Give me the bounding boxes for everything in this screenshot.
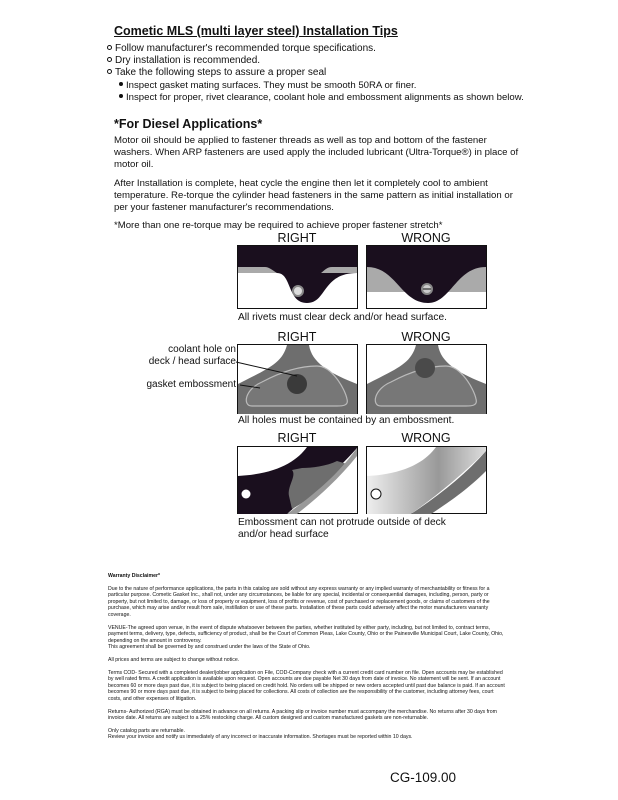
coolant-wrong-diagram — [366, 344, 487, 414]
callout-leader-lines — [200, 340, 310, 400]
wrong-label: WRONG — [401, 431, 451, 445]
review-note: Review your invoice and notify us immediately of any incorrect or inaccurate information. Shortages must be reported within 10 days. — [108, 734, 413, 741]
caption-holes: All holes must be contained by an embossment. — [238, 415, 455, 426]
dot-bullet-icon — [119, 94, 123, 98]
sub-tip-text: Inspect for proper, rivet clearance, coolant hole and embossment alignments as shown below. — [126, 92, 524, 103]
diesel-section — [114, 117, 522, 238]
rivet-right-diagram — [237, 245, 358, 309]
tip-text: Dry installation is recommended. — [115, 55, 261, 66]
terms-paragraph: Terms COD- Secured with a completed dealer/jobber application on File, COD-Company check with a current credit card number on file. Open accounts may be established by well rated firms. A credit application is available upon request. Open accounts are due payable Net 30 days from date of invoice. No statement will be sent. If an account becomes 60 or more days past due, it is subject to being placed on credit hold. No orders will be shipped or new orders accepted until past due balance is paid. If an account becomes 90 or more days past due, it is subject to being placed for collections. All costs of collection are the responsibility of the customer, including attorney fees, court costs, and other expenses of litigation. — [108, 669, 505, 702]
right-label: RIGHT — [277, 431, 317, 445]
circle-bullet-icon — [107, 45, 112, 50]
sub-tip-text: Inspect gasket mating surfaces. They must be smooth 50RA or finer. — [126, 80, 417, 91]
venue-paragraph: VENUE-The agreed upon venue, in the event of dispute whatsoever between the parties, whether instituted by either party, including, but not limited to, contract terms, payment terms, delivery, type, defects, sufficiency of product, shall be the Court of Common Pleas, Lake County, Ohio or the Painesville Municipal Court, Lake County, Ohio, depending on the amount in controversy. — [108, 624, 504, 644]
diesel-paragraph-2: After Installation is complete, heat cycle the engine then let it completely cool to ambient temperature. Re-torque the cylinder head fasteners in the same pattern as initial installation or per your fastener manufacturer's recommendations. — [114, 177, 513, 214]
embossment-right-diagram — [237, 446, 358, 514]
caption-embossment-line2: and/or head surface — [238, 529, 329, 540]
dot-bullet-icon — [119, 82, 123, 86]
sub-tip-item — [119, 92, 524, 103]
diesel-heading: *For Diesel Applications* — [114, 117, 263, 131]
returns-paragraph: Returns- Authorized (RGA) must be obtained in advance on all returns. A packing slip or invoice number must accompany the merchandise. No returns after 30 days from invoice date. All returns are subject to a 25% restocking charge. All custom designed and custom manufactured gaskets are non-returnable. — [108, 708, 497, 722]
returnable-note: Only catalog parts are returnable. — [108, 727, 185, 734]
callout-coolant-line1: coolant hole on — [168, 344, 236, 355]
tip-text: Follow manufacturer's recommended torque specifications. — [115, 43, 376, 54]
governing-law: This agreement shall be governed by and construed under the laws of the State of Ohio. — [108, 644, 311, 651]
circle-bullet-icon — [107, 69, 112, 74]
diesel-note: *More than one re-torque may be required to achieve proper fastener stretch* — [114, 220, 443, 232]
callout-coolant-line2: deck / head surface — [148, 356, 236, 367]
warranty-section — [108, 573, 506, 741]
diesel-paragraph-1: Motor oil should be applied to fastener threads as well as top and bottom of the fastener washers. When ARP fasteners are used apply the included lubricant (Ultra-Torque®) in place of motor oil. — [114, 135, 519, 171]
tip-text: Take the following steps to assure a proper seal — [115, 67, 327, 78]
tip-item — [107, 43, 376, 54]
wrong-label: WRONG — [401, 231, 451, 245]
circle-bullet-icon — [107, 57, 112, 62]
caption-rivets: All rivets must clear deck and/or head surface. — [238, 312, 447, 323]
wrong-label: WRONG — [401, 330, 451, 344]
warranty-paragraph: Due to the nature of performance applications, the parts in this catalog are sold without any express warranty or any implied warranty of merchantability or fitness for a particular purpose. Cometic Gasket Inc., shall not, under any circumstances, be liable for any special, incidental or consequential damages, including, person, party or property, but not limited to, damage, or loss of property or equipment, loss of profits or revenue, cost of purchased or replacement goods, or claims of customers of the purchase, which may arise and/or result from sale, instillation or use of these parts. Installation of these parts could adversely affect the motor manufacturers warranty coverage. — [108, 585, 490, 618]
right-label: RIGHT — [277, 231, 317, 245]
page-title: Cometic MLS (multi layer steel) Installation Tips — [114, 24, 398, 38]
price-notice: All prices and terms are subject to change without notice. — [108, 656, 240, 663]
right-label: RIGHT — [277, 330, 317, 344]
callout-embossment: gasket embossment — [146, 379, 236, 390]
rivet-wrong-diagram — [366, 245, 487, 309]
embossment-wrong-diagram — [366, 446, 487, 514]
caption-embossment-line1: Embossment can not protrude outside of deck — [238, 517, 446, 528]
page-code: CG-109.00 — [390, 770, 457, 785]
sub-tip-item — [119, 80, 416, 91]
warranty-heading: Warranty Disclaimer* — [108, 573, 160, 579]
tip-item — [107, 67, 326, 78]
tip-item — [107, 55, 260, 66]
